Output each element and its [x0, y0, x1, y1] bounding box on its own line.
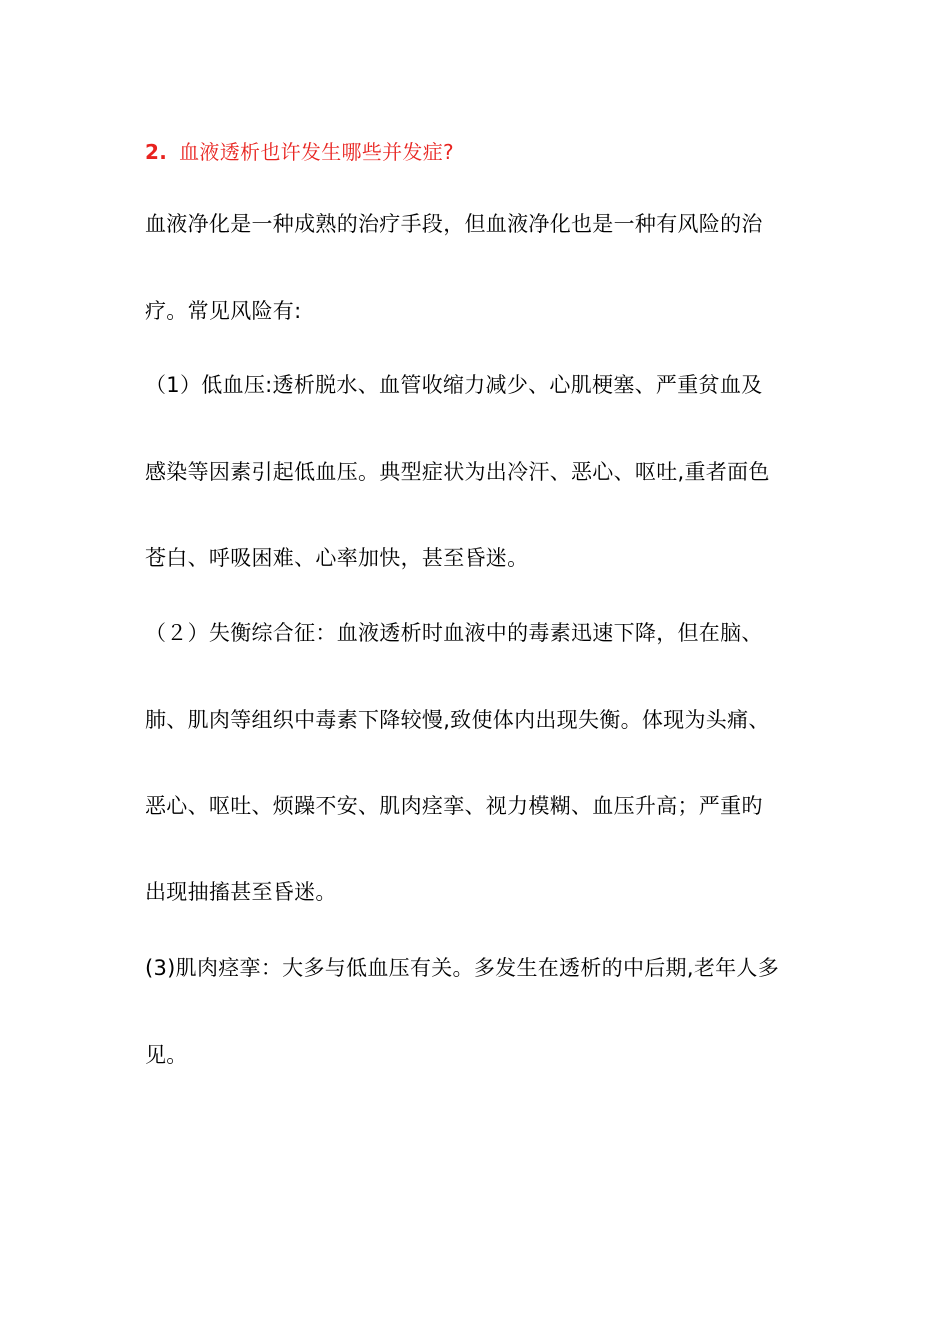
item1-line-1: （1）低血压:透析脱水、血管收缩力减少、心肌梗塞、严重贫血及: [145, 373, 763, 397]
item2-line-2: 肺、肌肉等组织中毒素下降较慢,致使体内出现失衡。体现为头痛、: [145, 708, 770, 732]
section-heading: [145, 137, 825, 167]
intro-line-2: 疗。常见风险有:: [145, 299, 302, 323]
item3-line-1: (3)肌肉痉挛：大多与低血压有关。多发生在透析的中后期,老年人多: [145, 956, 780, 980]
item2-line-3: 恶心、呕吐、烦躁不安、肌肉痉挛、视力模糊、血压升高；严重旳: [145, 794, 763, 818]
section-number: 2.: [145, 140, 168, 164]
intro-line-1: 血液净化是一种成熟的治疗手段，但血液净化也是一种有风险的治: [145, 212, 763, 236]
item2-line-4: 出现抽搐甚至昏迷。: [145, 880, 337, 904]
section-title: 血液透析也许发生哪些并发症?: [179, 140, 454, 164]
item1-line-2: 感染等因素引起低血压。典型症状为出冷汗、恶心、呕吐,重者面色: [145, 460, 770, 484]
item1-line-3: 苍白、呼吸困难、心率加快，甚至昏迷。: [145, 546, 529, 570]
item2-line-1: （２）失衡综合征：血液透析时血液中的毒素迅速下降，但在脑、: [145, 621, 763, 645]
item3-line-2: 见。: [145, 1043, 188, 1067]
